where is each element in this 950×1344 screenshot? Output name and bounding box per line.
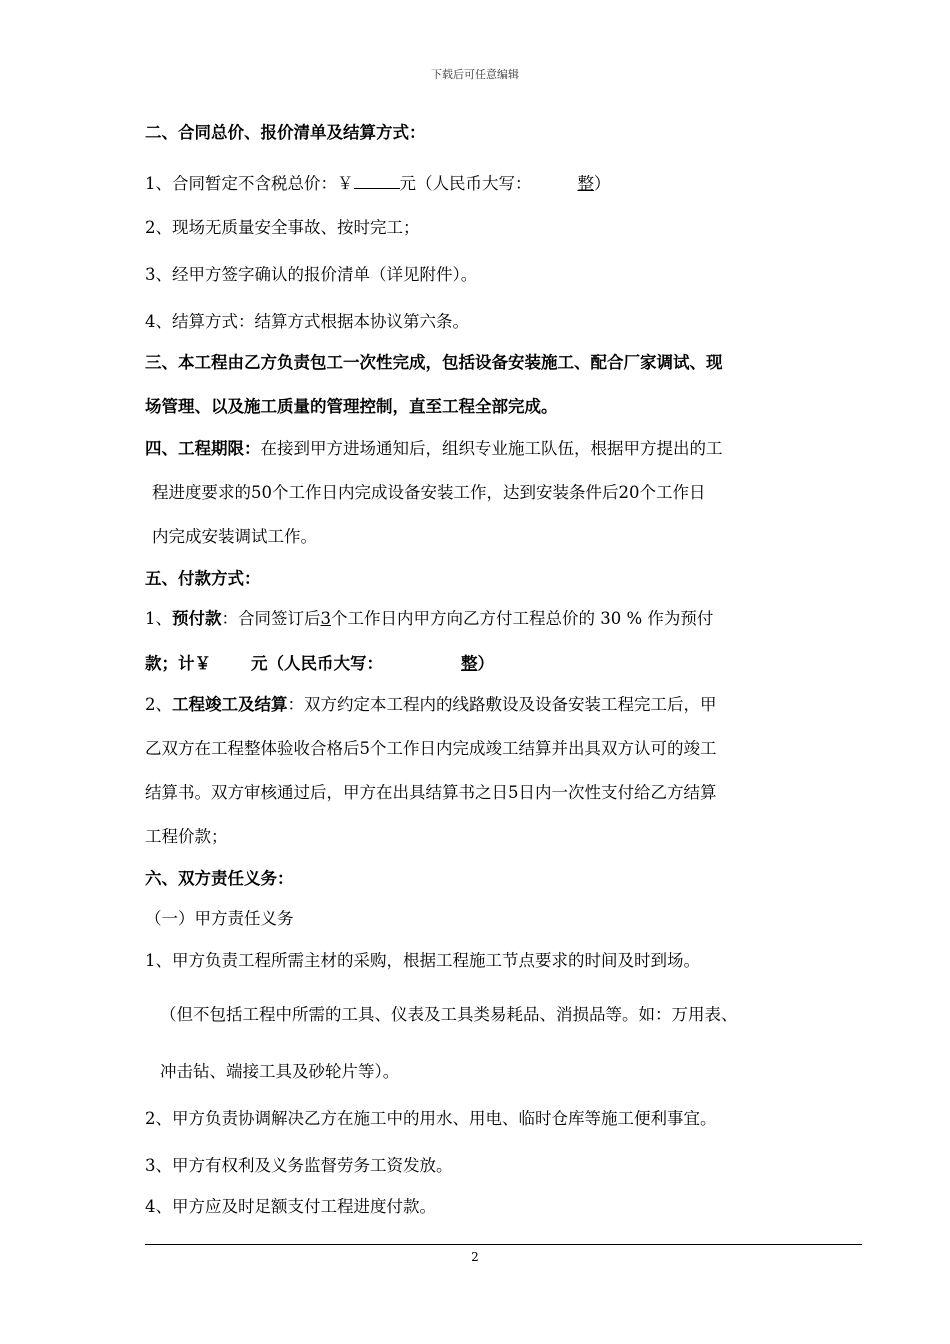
settlement-line-2: 乙双方在工程整体验收合格后5个工作日内完成竣工结算并出具双方认可的竣工 <box>145 739 717 758</box>
section-6-title: 六、双方责任义务： <box>145 869 294 888</box>
settlement-line-4: 工程价款； <box>145 827 228 846</box>
duty-item-1: 1、甲方负责工程所需主材的采购，根据工程施工节点要求的时间及时到场。 <box>145 951 700 970</box>
section-3-line-1: 三、本工程由乙方负责包工一次性完成，包括设备安装施工、配合厂家调试、现 <box>145 353 723 372</box>
prepayment-line-2: 款；计￥ 元（人民币大写： 整） <box>145 654 494 673</box>
section-4-line-1 <box>145 438 865 460</box>
duty-item-4: 4、甲方应及时足额支付工程进度付款。 <box>145 1197 436 1216</box>
price-rmb-label: 元（人民币大写： <box>399 174 532 193</box>
prepayment-label: 预付款 <box>172 609 222 628</box>
footer-divider <box>145 1244 862 1245</box>
prepayment-days: 3 <box>320 609 331 628</box>
settlement-line-1: 2、工程竣工及结算：双方约定本工程内的线路敷设及设备安装工程完工后，甲 <box>145 695 717 714</box>
prepayment-rmb-blank: 整 <box>461 654 478 673</box>
duty-item-2: 2、甲方负责协调解决乙方在施工中的用水、用电、临时仓库等施工便利事宜。 <box>145 1109 717 1128</box>
duty-item-3: 3、甲方有权利及义务监督劳务工资发放。 <box>145 1156 453 1175</box>
price-blank[interactable] <box>354 170 400 189</box>
item-2-3: 3、经甲方签字确认的报价清单（详见附件）。 <box>145 265 478 284</box>
settlement-label: 工程竣工及结算 <box>172 695 288 714</box>
section-4-text-1: 在接到甲方进场通知后，组织专业施工队伍，根据甲方提出的工 <box>260 439 723 458</box>
duty-item-1-note-2: 冲击钻、端接工具及砂轮片等）。 <box>160 1062 400 1081</box>
item-2-4: 4、结算方式：结算方式根据本协议第六条。 <box>145 312 469 331</box>
page-header: 下载后可任意编辑 <box>431 68 519 81</box>
price-label: 1、合同暂定不含税总价：￥ <box>145 174 354 193</box>
section-4-line-2: 程进度要求的50个工作日内完成设备安装工作，达到安装条件后20个工作日 <box>152 483 706 502</box>
section-5-title: 五、付款方式： <box>145 569 261 588</box>
section-4-line-3: 内完成安装调试工作。 <box>152 527 317 546</box>
section-4-label: 四、工程期限： <box>145 439 261 458</box>
duty-item-1-note-1: （但不包括工程中所需的工具、仪表及工具类易耗品、消损品等。如：万用表、 <box>160 1005 738 1024</box>
contract-price-line <box>145 170 865 195</box>
item-2-2: 2、现场无质量安全事故、按时完工； <box>145 218 420 237</box>
settlement-line-3: 结算书。双方审核通过后，甲方在出具结算书之日5日内一次性支付给乙方结算 <box>145 783 717 802</box>
party-a-duties-heading: （一）甲方责任义务 <box>145 909 294 928</box>
section-2-title: 二、合同总价、报价清单及结算方式： <box>145 123 426 142</box>
prepayment-line-1: 1、预付款：合同签订后3个工作日内甲方向乙方付工程总价的 30 % 作为预付 <box>145 609 714 628</box>
section-3-line-2: 场管理、以及施工质量的管理控制，直至工程全部完成。 <box>145 397 558 416</box>
price-rmb-blank: 整 <box>577 174 594 193</box>
page-number: 2 <box>471 1250 479 1264</box>
price-close: ） <box>594 174 611 193</box>
